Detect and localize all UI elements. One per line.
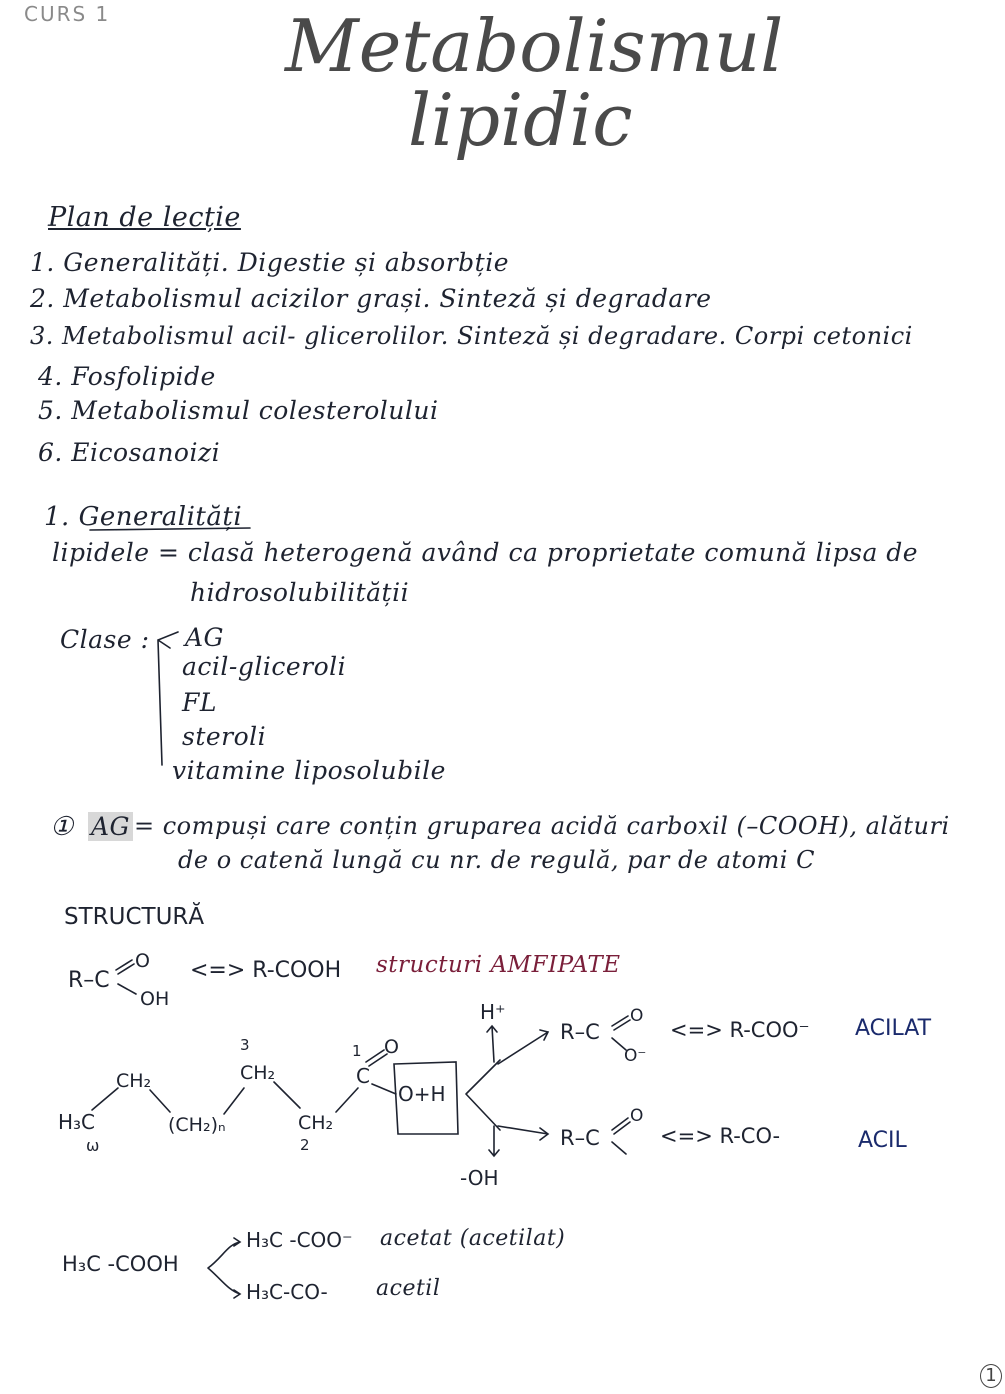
- chain-omega: ω: [86, 1136, 100, 1155]
- rc-single-bond: [118, 984, 136, 994]
- ag-definition-line-1: = compuși care conțin gruparea acidă carboxil (–COOH), alături: [134, 812, 950, 840]
- chain-oh: O+H: [398, 1082, 446, 1106]
- arrow-to-acilat: [498, 1030, 548, 1064]
- clase-item-steroli: steroli: [182, 722, 267, 751]
- bond-c-o-double: [366, 1050, 387, 1066]
- acilat-double-bond: [612, 1016, 630, 1030]
- lipide-definition-line-2: hidrosolubilității: [190, 578, 410, 607]
- rcooh-equivalence: <=> R-COOH: [190, 958, 342, 983]
- clase-item-vitamine: vitamine liposolubile: [172, 756, 446, 785]
- plan-item-6: 6. Eicosanoizi: [38, 438, 221, 467]
- h-plus: H⁺: [480, 1000, 506, 1024]
- acil-label: ACIL: [858, 1128, 907, 1153]
- plan-heading: Plan de lecție: [48, 202, 241, 233]
- course-label: CURS 1: [24, 2, 111, 26]
- chain-number-3: 3: [240, 1036, 250, 1054]
- arrow-minus-oh: [489, 1126, 499, 1156]
- chain-ch2-a: CH₂: [116, 1070, 152, 1092]
- plan-item-4: 4. Fosfolipide: [38, 362, 216, 391]
- arrow-to-acil: [498, 1126, 548, 1140]
- acil-o: O: [630, 1106, 644, 1126]
- rc-o-top: O: [135, 950, 150, 972]
- rc-formula: R–C: [68, 968, 110, 993]
- lipide-definition-line-1: lipidele = clasă heterogenă având ca proprietate comună lipsa de: [52, 538, 919, 567]
- bond-ch2-ch2c: [274, 1082, 300, 1108]
- oh-highlight-box: [394, 1062, 458, 1134]
- rc-oh: OH: [140, 988, 170, 1010]
- acetic-arrows: [208, 1238, 240, 1298]
- page-title-line-1: Metabolismul: [285, 4, 784, 88]
- ag-marker: ①: [50, 812, 74, 842]
- acilat-formula: R–C: [560, 1020, 600, 1044]
- chain-number-2: 2: [300, 1136, 310, 1154]
- acilat-single-bond: [612, 1038, 626, 1050]
- chain-h3c: H₃C: [58, 1110, 96, 1134]
- minus-oh: -OH: [460, 1166, 499, 1190]
- plan-item-3: 3. Metabolismul acil- glicerolilor. Sinteză și degradare. Corpi cetonici: [30, 322, 913, 350]
- ag-definition-line-2: de o catenă lungă cu nr. de regulă, par de atomi C: [178, 846, 815, 874]
- acil-formula: R–C: [560, 1126, 600, 1150]
- plan-item-1: 1. Generalități. Digestie și absorbție: [30, 248, 509, 277]
- bond-h3c-ch2: [92, 1088, 118, 1110]
- acil-double-bond: [612, 1118, 630, 1134]
- chain-number-1: 1: [352, 1042, 362, 1060]
- acilat-o: O: [630, 1006, 644, 1026]
- plan-item-5: 5. Metabolismul colesterolului: [38, 396, 439, 425]
- bond-ch2-ch2n: [150, 1090, 170, 1112]
- amfipate-note: structuri AMFIPATE: [376, 952, 621, 978]
- branch-lines: [466, 1060, 500, 1130]
- acetil-label: acetil: [376, 1276, 441, 1301]
- clase-bracket-arrow: [158, 632, 178, 765]
- acil-equivalence: <=> R-CO-: [660, 1124, 781, 1148]
- plan-item-2: 2. Metabolismul acizilor grași. Sinteză și degradare: [30, 284, 712, 313]
- clase-item-acil-gliceroli: acil-gliceroli: [182, 652, 347, 681]
- structura-heading: STRUCTURĂ: [64, 904, 205, 930]
- clase-item-fl: FL: [182, 688, 217, 717]
- chain-ch2-b: CH₂: [240, 1062, 276, 1084]
- rc-double-bond: [116, 960, 134, 974]
- chain-o: O: [384, 1036, 399, 1058]
- page-title-line-2: lipidic: [408, 78, 633, 162]
- acil-single-bond: [612, 1142, 626, 1154]
- acilat-o-minus: O⁻: [624, 1046, 647, 1066]
- acilat-label: ACILAT: [855, 1016, 932, 1041]
- ag-term: AG: [88, 812, 133, 841]
- chain-ch2-c: CH₂: [298, 1112, 334, 1134]
- generalitati-underline: [90, 528, 250, 530]
- bond-ch2c-c: [336, 1088, 358, 1112]
- section-heading-generalitati: 1. Generalități: [44, 502, 243, 532]
- chain-c: C: [356, 1064, 370, 1088]
- arrow-h-plus: [487, 1026, 497, 1062]
- clase-label: Clase :: [60, 625, 150, 654]
- clase-item-ag: AG: [185, 623, 225, 652]
- bond-ch2n-ch2: [224, 1088, 244, 1114]
- acilat-equivalence: <=> R-COO⁻: [670, 1018, 810, 1042]
- chain-ch2-n: (CH₂)ₙ: [168, 1114, 226, 1136]
- bond-c-oh: [372, 1084, 396, 1094]
- acetic-acid-formula: H₃C -COOH: [62, 1252, 179, 1276]
- acetat-formula: H₃C -COO⁻: [246, 1228, 353, 1252]
- acetil-formula: H₃C-CO-: [246, 1280, 328, 1304]
- page-number: 1: [980, 1364, 1002, 1388]
- acetat-label: acetat (acetilat): [380, 1226, 566, 1251]
